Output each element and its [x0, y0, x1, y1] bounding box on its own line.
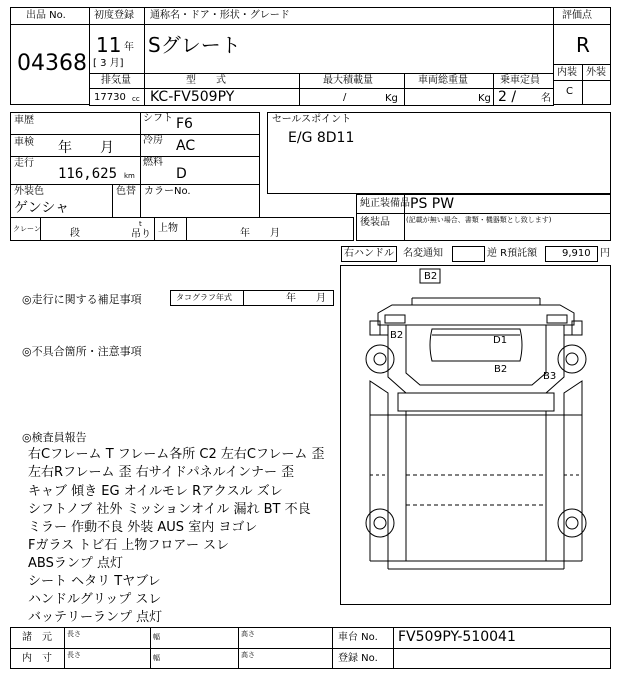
displacement-label: 排気量	[101, 75, 131, 86]
capacity-label: 乗車定員	[500, 75, 540, 86]
model-label: 型 式	[186, 75, 226, 86]
report-line: 左右Rフレーム 歪 右サイドパネルインナー 歪	[28, 465, 295, 480]
crane-row	[10, 217, 354, 241]
first-registration-year: 11	[96, 33, 122, 57]
spec-height-label: 高さ	[241, 630, 255, 638]
fuel-value: D	[176, 166, 187, 182]
max-load-label: 最大積載量	[323, 75, 373, 86]
aftermarket-label: 後装品	[360, 217, 390, 228]
color-change-label: 色替	[116, 186, 136, 197]
report-line: シート ヘタリ Tヤブレ	[28, 574, 161, 589]
model-value: KC-FV509PY	[150, 89, 235, 105]
crane-stage: 段	[70, 228, 80, 239]
damage-mark-left-cab: B2	[390, 330, 404, 341]
color-number-label: カラーNo.	[144, 186, 191, 197]
registration-label: 登録 No.	[338, 653, 378, 664]
inspection-value: 年 月	[58, 140, 114, 156]
cc-unit: cc	[132, 95, 140, 103]
grade-value: Sグレート	[148, 33, 241, 57]
exterior-label: 外装	[586, 67, 606, 78]
meter-change-label: 名変通知	[403, 248, 443, 259]
supplement-title: ◎走行に関する補足事項	[22, 293, 142, 306]
defects-title: ◎不具合箇所・注意事項	[22, 345, 142, 358]
meter-change-field	[452, 246, 485, 262]
year-unit: 年	[124, 42, 134, 53]
first-registration-label: 初度登録	[94, 10, 134, 21]
report-line: ミラー 作動不良 外装 AUS 室内 ヨゴレ	[28, 520, 258, 535]
lot-number-label: 出品 No.	[26, 10, 66, 21]
damage-mark-windshield: D1	[493, 335, 508, 346]
crane-label: クレーン	[13, 225, 41, 233]
chassis-number: FV509PY-510041	[398, 629, 516, 645]
mileage-value: 116,625	[58, 166, 118, 182]
ac-label: 冷房	[143, 135, 163, 146]
gross-weight-label: 車両総重量	[418, 75, 468, 86]
sales-point-value: E/G 8D11	[288, 130, 355, 146]
inner-length-label: 長さ	[67, 651, 81, 659]
rating-value: R	[576, 33, 590, 57]
interior-grade: C	[566, 86, 573, 97]
truck-diagram-svg	[340, 265, 611, 605]
shift-label: シフト	[143, 113, 173, 124]
crane-ton: t	[139, 220, 142, 228]
fuel-label: 燃料	[143, 157, 163, 168]
damage-mark-right-cab: B2	[494, 364, 508, 375]
spec-width-label: 幅	[153, 633, 160, 641]
crane-lift: 吊り	[131, 229, 151, 240]
spec-length-label: 長さ	[67, 630, 81, 638]
report-line: バッテリーランプ 点灯	[28, 610, 163, 625]
refund-label: 逆 R預託額	[487, 248, 538, 259]
grade-label: 通称名・ドア・形状・グレード	[150, 10, 290, 21]
refund-value: 9,910	[562, 248, 591, 259]
report-line: ハンドルグリップ スレ	[28, 592, 162, 607]
report-line: ABSランプ 点灯	[28, 556, 123, 571]
chassis-label: 車台 No.	[338, 632, 378, 643]
aftermarket-note: (記載が無い場合、書類・機器類とし致します)	[406, 216, 552, 224]
tachograph-value: 年 月	[286, 293, 326, 304]
capacity-unit: 名	[541, 93, 551, 104]
tachograph-label: タコグラフ年式	[176, 293, 232, 302]
first-registration-month: [ 3 月]	[93, 58, 124, 69]
inner-height-label: 高さ	[241, 651, 255, 659]
yen-unit: 円	[600, 248, 610, 259]
inspector-title: ◎検査員報告	[22, 431, 87, 444]
spec-label: 諸 元	[22, 632, 52, 643]
displacement-value: 17730	[94, 92, 126, 103]
options-label: 純正装備品	[360, 198, 410, 209]
inner-width-label: 幅	[153, 654, 160, 662]
max-load-value: /	[343, 92, 347, 103]
rating-label: 評価点	[562, 10, 592, 21]
capacity-value: 2 /	[498, 89, 517, 105]
damage-mark-right-frame: B3	[543, 371, 557, 382]
interior-label: 内装	[557, 67, 577, 78]
history-label: 車歴	[14, 115, 34, 126]
shift-value: F6	[176, 116, 193, 132]
inner-dim-label: 内 寸	[22, 653, 52, 664]
gross-weight-unit: Kg	[478, 93, 491, 104]
inspection-label: 車検	[14, 137, 34, 148]
sales-point-label: セールスポイント	[272, 114, 352, 125]
report-line: キャブ 傾き EG オイルモレ Rアクスル ズレ	[28, 484, 283, 499]
mileage-unit: km	[124, 172, 135, 180]
report-line: 右Cフレーム T フレーム各所 C2 左右Cフレーム 歪	[28, 447, 325, 462]
exterior-color-label: 外装色	[14, 186, 44, 197]
ac-value: AC	[176, 138, 196, 154]
lot-number: 04368	[17, 51, 87, 76]
options-value: PS PW	[410, 196, 455, 212]
report-line: Fガラス トビ石 上物フロアー スレ	[28, 538, 230, 553]
report-line: シフトノブ 社外 ミッションオイル 漏れ BT 不良	[28, 502, 311, 517]
upper-body-value: 年 月	[240, 228, 280, 239]
max-load-unit: Kg	[385, 93, 398, 104]
damage-mark-top: B2	[424, 271, 438, 282]
exterior-color-value: ゲンシャ	[14, 200, 70, 216]
steering-side: 右ハンドル	[344, 248, 394, 259]
upper-body-label: 上物	[158, 223, 178, 234]
mileage-label: 走行	[14, 158, 34, 169]
